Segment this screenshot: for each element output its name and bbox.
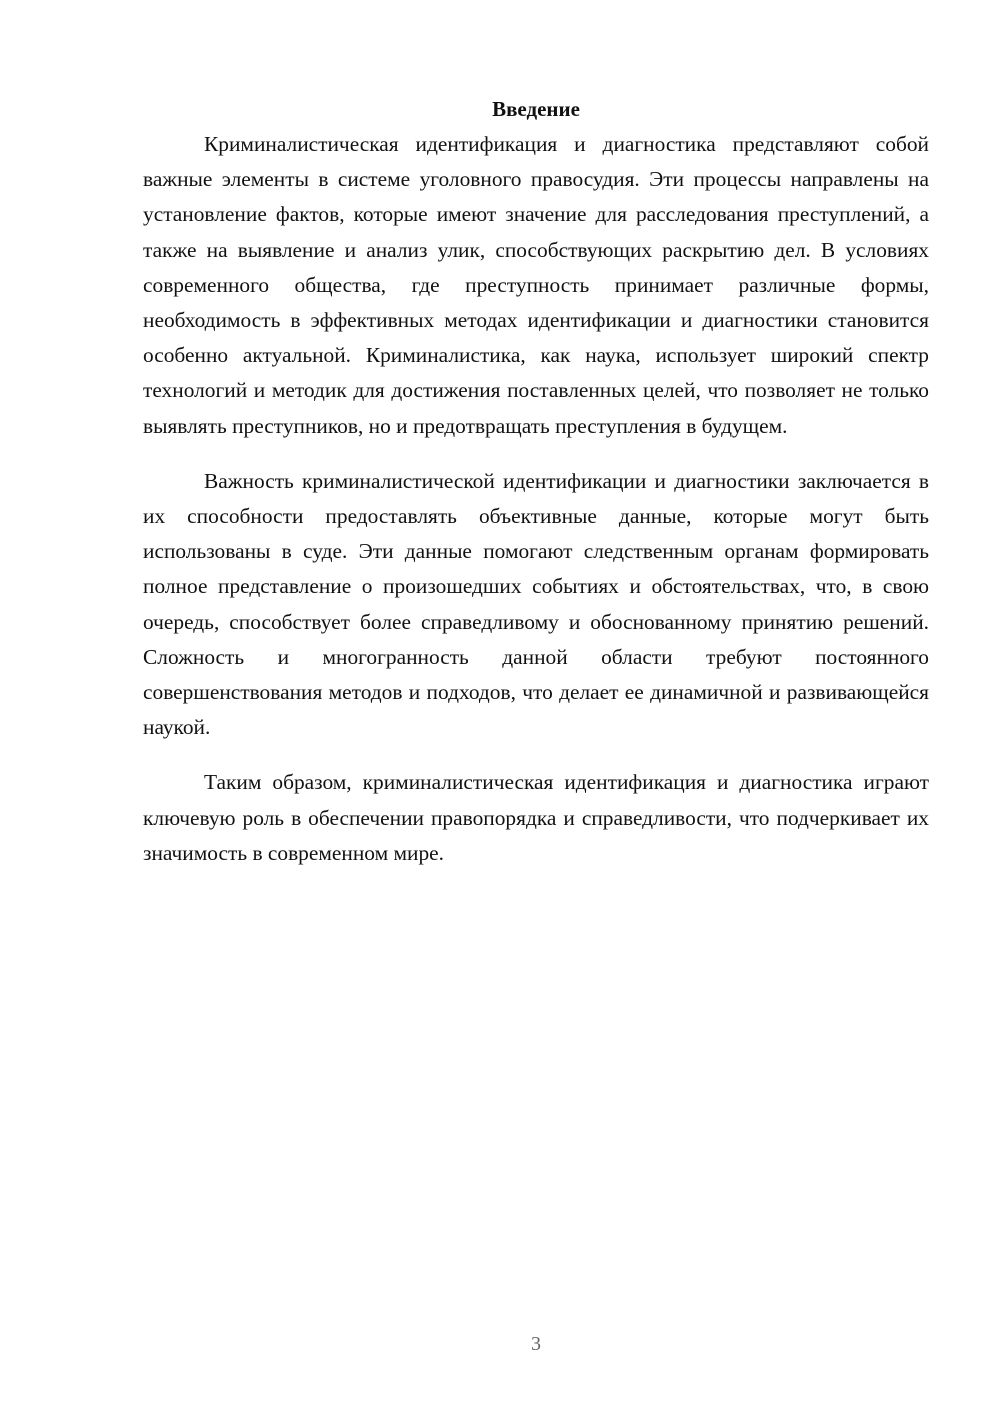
page-content	[143, 92, 929, 891]
section-title: Введение	[492, 97, 580, 121]
paragraph-1: Криминалистическая идентификация и диагностика представляют собой важные элементы в системе уголовного правосудия. Эти процессы направлены на установление фактов, которые имеют значение для расследования преступлений, а также на выявление и анализ улик, способствующих раскрытию дел. В условиях современного общества, где преступность принимает различные формы, необходимость в эффективных методах идентификации и диагностики становится особенно актуальной. Криминалистика, как наука, использует широкий спектр технологий и методик для достижения поставленных целей, что позволяет не только выявлять преступников, но и предотвращать преступления в будущем.	[143, 132, 929, 438]
paragraph-2: Важность криминалистической идентификации и диагностики заключается в их способности предоставлять объективные данные, которые могут быть использованы в суде. Эти данные помогают следственным органам формировать полное представление о произошедших событиях и обстоятельствах, что, в свою очередь, способствует более справедливому и обоснованному принятию решений. Сложность и многогранность данной области требуют постоянного совершенствования методов и подходов, что делает ее динамичной и развивающейся наукой.	[143, 468, 929, 740]
page-number: 3	[531, 1333, 541, 1355]
paragraph-3: Таким образом, криминалистическая идентификация и диагностика играют ключевую роль в обеспечении правопорядка и справедливости, что подчеркивает их значимость в современном мире.	[143, 770, 929, 865]
